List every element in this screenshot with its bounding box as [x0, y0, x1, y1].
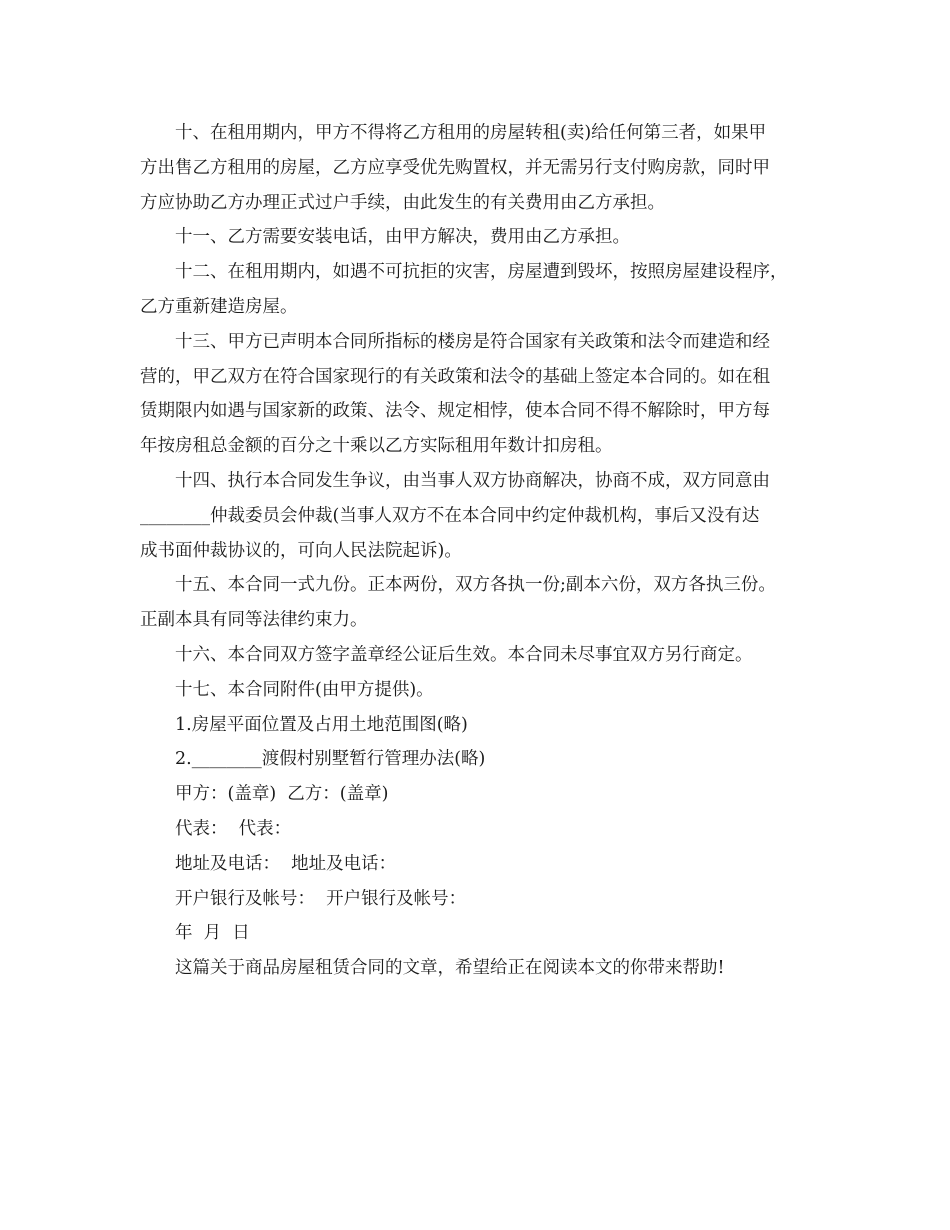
clause-line: 成书面仲裁协议的，可向人民法院起诉)。 — [140, 540, 462, 561]
signature-line-date: 年 月 日 — [175, 923, 250, 944]
document-body — [140, 116, 830, 986]
clause-15 — [140, 568, 830, 638]
clause-14 — [140, 464, 830, 568]
clause-line: 十七、本合同附件(由甲方提供)。 — [175, 679, 434, 700]
clause-line: 十二、在租用期内，如遇不可抗拒的灾害，房屋遭到毁坏，按照房屋建设程序， — [175, 262, 788, 283]
signature-line-bank-account: 开户银行及帐号： 开户银行及帐号： — [175, 888, 467, 909]
clause-line: 正副本具有同等法律约束力。 — [140, 610, 368, 631]
attachment-item: 2.________渡假村别墅暂行管理办法(略) — [175, 749, 486, 770]
clause-11 — [140, 220, 830, 255]
clause-line: 十一、乙方需要安装电话，由甲方解决，费用由乙方承担。 — [175, 227, 630, 248]
clause-10 — [140, 116, 830, 220]
clause-line: 乙方重新建造房屋。 — [140, 296, 298, 317]
clause-line: 赁期限内如遇与国家新的政策、法令、规定相悖，使本合同不得不解除时，甲方每 — [140, 401, 770, 422]
clause-line: ________仲裁委员会仲裁(当事人双方不在本合同中约定仲裁机构，事后又没有达 — [140, 505, 760, 526]
clause-17 — [140, 673, 830, 708]
clause-12 — [140, 255, 830, 325]
clause-line: 十三、甲方已声明本合同所指标的楼房是符合国家有关政策和法令而建造和经 — [175, 331, 770, 352]
clause-line: 十五、本合同一式九份。正本两份，双方各执一份;副本六份，双方各执三份。 — [175, 575, 776, 596]
signature-line-parties: 甲方：(盖章) 乙方：(盖章) — [175, 784, 389, 805]
closing-note: 这篇关于商品房屋租赁合同的文章，希望给正在阅读本文的你带来帮助! — [175, 958, 725, 979]
clause-line: 十六、本合同双方签字盖章经公证后生效。本合同未尽事宜双方另行商定。 — [175, 644, 753, 665]
clause-line: 十、在租用期内，甲方不得将乙方租用的房屋转租(卖)给任何第三者，如果甲 — [175, 123, 767, 143]
clause-line: 方应协助乙方办理正式过户手续，由此发生的有关费用由乙方承担。 — [140, 192, 665, 213]
attachment-item: 1.房屋平面位置及占用土地范围图(略) — [175, 714, 468, 735]
clause-line: 十四、执行本合同发生争议，由当事人双方协商解决，协商不成，双方同意由 — [175, 470, 770, 491]
signature-line-representatives: 代表： 代表： — [175, 818, 292, 839]
clause-line: 方出售乙方租用的房屋，乙方应享受优先购置权，并无需另行支付购房款，同时甲 — [140, 157, 770, 178]
clause-line: 营的，甲乙双方在符合国家现行的有关政策和法令的基础上签定本合同的。如在租 — [140, 366, 770, 387]
signature-line-address-phone: 地址及电话： 地址及电话： — [175, 853, 397, 874]
clause-line: 年按房租总金额的百分之十乘以乙方实际租用年数计扣房租。 — [140, 436, 613, 457]
clause-16 — [140, 638, 830, 673]
clause-13 — [140, 325, 830, 464]
